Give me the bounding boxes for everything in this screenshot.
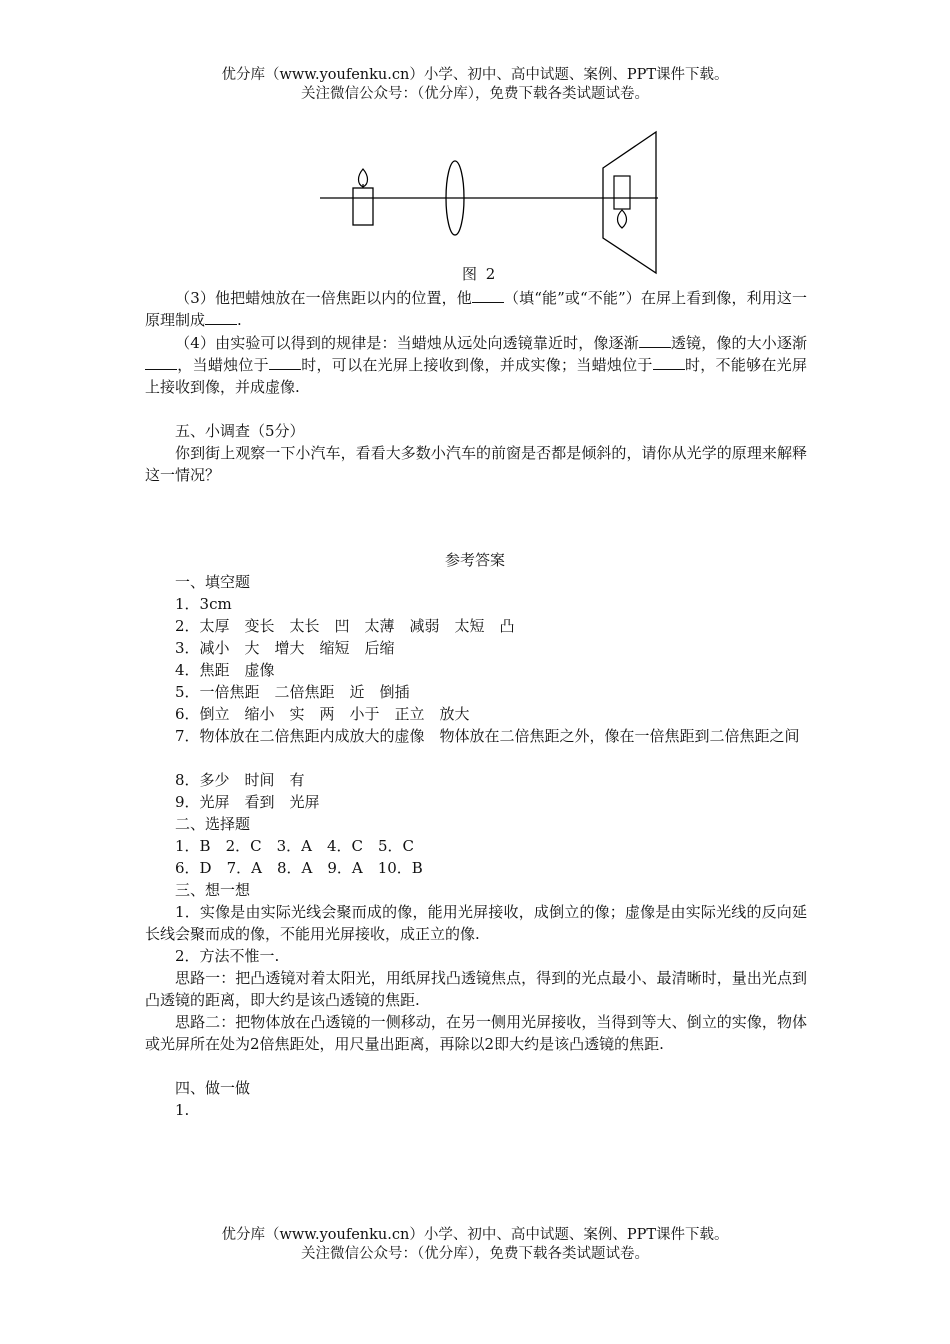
- answer-blank[interactable]: [205, 310, 237, 325]
- idea-2-text: 思路二：把物体放在凸透镜的一侧移动，在另一侧用光屏接收，当得到等大、倒立的实像，物体或光屏所在处为2倍焦距处，用尺量出距离，再除以2即大约是该凸透镜的焦距.: [145, 1013, 807, 1053]
- screen-image-candle: [614, 176, 630, 209]
- section-5-text: 你到街上观察一下小汽车，看看大多数小汽车的前窗是否都是倾斜的，请你从光学的原理来解释这一情况？: [145, 444, 807, 484]
- idea-1: [145, 967, 807, 1011]
- footer-line-1: 优分库（www.youfenku.cn）小学、初中、高中试题、案例、PPT课件下载。: [221, 1227, 729, 1243]
- answer-blank[interactable]: [639, 333, 671, 348]
- think-answer-1-text: 1．实像是由实际光线会聚而成的像，能用光屏接收，成倒立的像；虚像是由实际光线的反向延长线会聚而成的像，不能用光屏接收，成正立的像.: [145, 903, 807, 943]
- lens-experiment-figure: [318, 128, 663, 278]
- fill-answer-5: 5．一倍焦距 二倍焦距 近 倒插: [175, 683, 410, 701]
- choice-answers-row-1: 1．B 2．C 3．A 4．C 5．C: [175, 837, 415, 855]
- fill-answer-4: 4．焦距 虚像: [175, 661, 275, 679]
- think-heading: 三、想一想: [175, 881, 251, 899]
- q4-text-3: ，当蜡烛位于: [177, 356, 269, 374]
- think-answer-1: [145, 901, 807, 945]
- q4-text-2: 透镜，像的大小逐渐: [670, 334, 807, 352]
- think-answer-2: 2．方法不惟一.: [175, 947, 280, 965]
- idea-2: [145, 1011, 807, 1055]
- fill-answer-7: [145, 725, 807, 747]
- candle-body: [353, 188, 373, 225]
- fill-answer-6: 6．倒立 缩小 实 两 小于 正立 放大: [175, 705, 470, 723]
- fill-answer-3: 3．减小 大 增大 缩短 后缩: [175, 639, 395, 657]
- do-heading: 四、做一做: [175, 1079, 251, 1097]
- q4-text-1: （4）由实验可以得到的规律是：当蜡烛从远处向透镜靠近时，像逐渐: [175, 334, 639, 352]
- footer-line-2: 关注微信公众号：（优分库），免费下载各类试题试卷。: [301, 1246, 649, 1262]
- q4-text-5: 时，不能够在光屏上接收到像，并成虚像.: [145, 356, 807, 396]
- do-answer-1: 1.: [175, 1101, 190, 1119]
- page-footer: [0, 1226, 950, 1264]
- answer-blank[interactable]: [653, 355, 685, 370]
- q4-text-4: 时，可以在光屏上接收到像，并成实像；当蜡烛位于: [300, 356, 653, 374]
- header-line-1: 优分库（www.youfenku.cn）小学、初中、高中试题、案例、PPT课件下载。: [221, 67, 729, 83]
- page-header: [0, 66, 950, 104]
- question-3: [145, 287, 807, 331]
- figure-caption: 图 2: [462, 265, 498, 283]
- fill-answer-9: 9．光屏 看到 光屏: [175, 793, 320, 811]
- answer-blank[interactable]: [145, 355, 177, 370]
- answer-blank[interactable]: [472, 288, 504, 303]
- fill-answer-2: 2．太厚 变长 太长 凹 太薄 减弱 太短 凸: [175, 617, 515, 635]
- fill-blank-heading: 一、填空题: [175, 573, 251, 591]
- answer-blank[interactable]: [269, 355, 301, 370]
- fill-answer-7-text: 7．物体放在二倍焦距内成放大的虚像 物体放在二倍焦距之外，像在一倍焦距到二倍焦距之间: [175, 727, 800, 745]
- q3-text-1: （3）他把蜡烛放在一倍焦距以内的位置，他: [175, 289, 472, 307]
- section-5-title: 五、小调查（5分）: [175, 422, 305, 440]
- q3-text-3: .: [237, 311, 242, 329]
- choice-heading: 二、选择题: [175, 815, 251, 833]
- q3-text-2: （填“能”或“不能”）在屏上看到像，利用这一原理制成: [145, 289, 807, 329]
- question-4: [145, 332, 807, 398]
- answer-key-title: 参考答案: [444, 551, 505, 569]
- section-5-body: [145, 442, 807, 486]
- fill-answer-1: 1．3cm: [175, 595, 232, 613]
- header-line-2: 关注微信公众号：（优分库），免费下载各类试题试卷。: [301, 86, 649, 102]
- idea-1-text: 思路一：把凸透镜对着太阳光，用纸屏找凸透镜焦点，得到的光点最小、最清晰时，量出光点到凸透镜的距离，即大约是该凸透镜的焦距.: [145, 969, 807, 1009]
- screen-image-flame: [618, 210, 627, 228]
- fill-answer-8: 8．多少 时间 有: [175, 771, 305, 789]
- choice-answers-row-2: 6．D 7．A 8．A 9．A 10．B: [175, 859, 423, 877]
